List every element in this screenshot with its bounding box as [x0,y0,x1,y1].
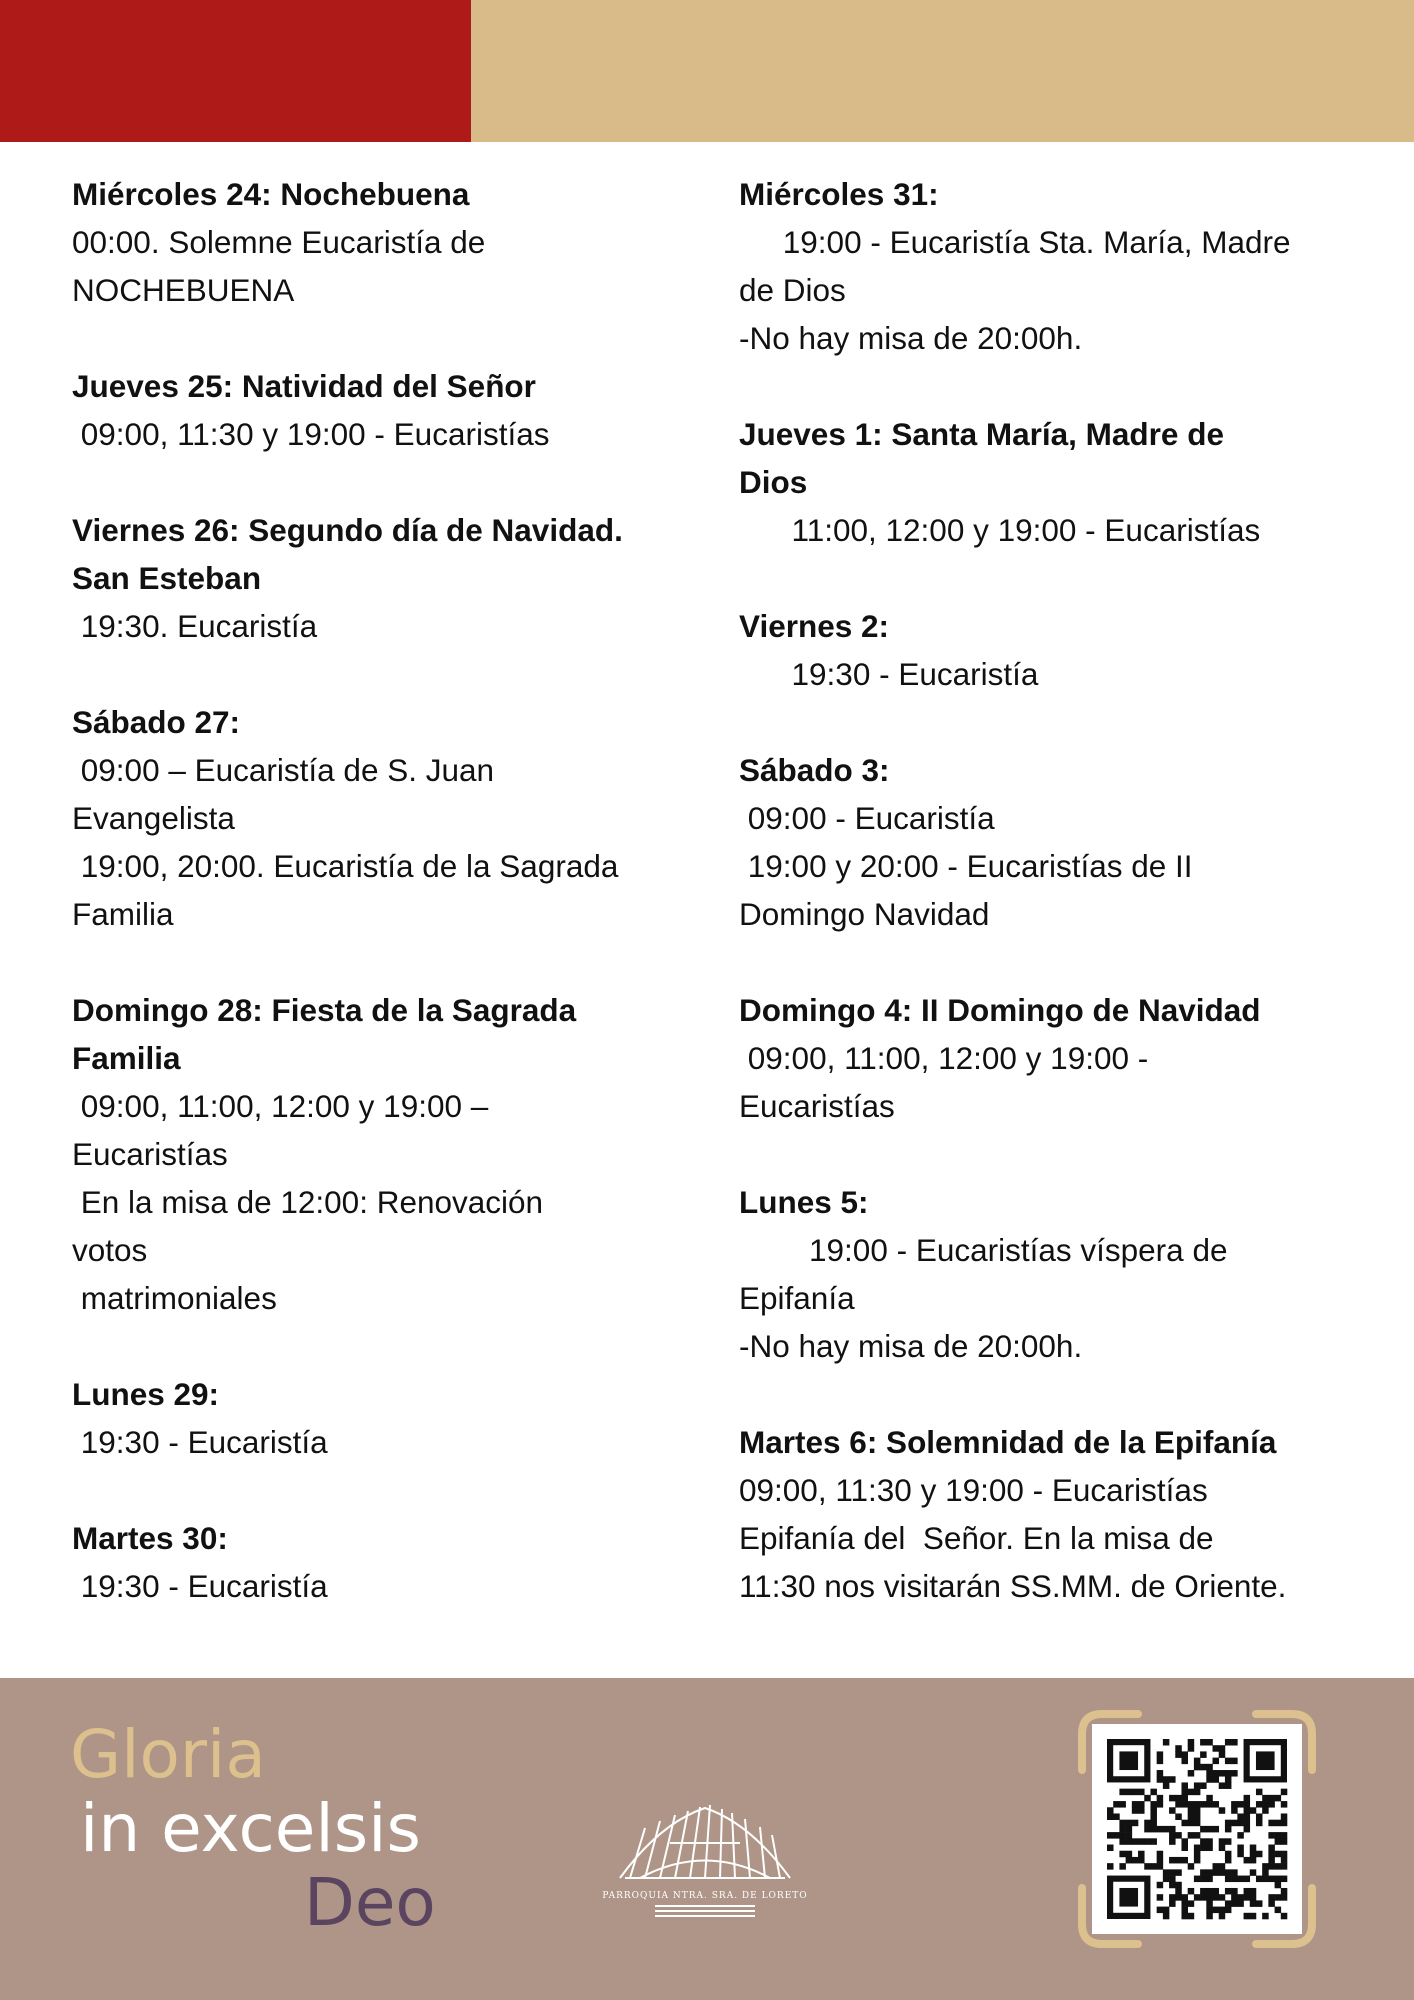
entry-title: Miércoles 24: Nochebuena [72,176,470,212]
entry-line: 19:30 - Eucaristía [72,1568,328,1604]
entry-line: matrimoniales [72,1280,277,1316]
footer-band [0,1678,1414,2000]
entry-title: Viernes 26: Segundo día de Navidad. [72,512,623,548]
header-band-red [0,0,471,142]
schedule-entry [72,506,712,650]
schedule-left-column [72,170,712,1658]
qr-code-frame [1078,1710,1316,1948]
entry-line: 19:30 - Eucaristía [739,656,1039,692]
entry-line: votos [72,1232,148,1268]
entry-line: Familia [72,896,174,932]
entry-title-continued: San Esteban [72,560,262,596]
qr-code[interactable] [1092,1724,1302,1934]
entry-line: 09:00, 11:30 y 19:00 - Eucaristías [72,416,550,452]
slogan-word-in-excelsis: in excelsis [80,1790,421,1867]
schedule-entry [739,170,1359,362]
entry-line: 19:00 - Eucaristía Sta. María, Madre [739,224,1291,260]
entry-title: Sábado 27: [72,704,241,740]
qr-code-icon [1092,1724,1302,1934]
entry-title: Sábado 3: [739,752,890,788]
schedule-entry [739,410,1359,554]
entry-title: Jueves 25: Natividad del Señor [72,368,536,404]
entry-title: Miércoles 31: [739,176,939,212]
schedule-entry [739,986,1359,1130]
entry-line: 09:00 – Eucaristía de S. Juan [72,752,495,788]
schedule-entry [739,1418,1359,1610]
entry-line: 09:00 - Eucaristía [739,800,995,836]
entry-line: 11:00, 12:00 y 19:00 - Eucaristías [739,512,1261,548]
parish-logo-icon [600,1783,810,1933]
entry-line: 09:00, 11:00, 12:00 y 19:00 – [72,1088,489,1124]
schedule-right-column [739,170,1359,1658]
entry-line: Epifanía del Señor. En la misa de [739,1520,1214,1556]
schedule-entry [739,746,1359,938]
entry-title-continued: Dios [739,464,808,500]
entry-title: Lunes 5: [739,1184,869,1220]
header-band-gold [471,0,1414,142]
entry-title-continued: Familia [72,1040,181,1076]
entry-line: NOCHEBUENA [72,272,295,308]
schedule-entry [72,362,712,458]
entry-title: Martes 6: Solemnidad de la Epifanía [739,1424,1277,1460]
entry-line: de Dios [739,272,846,308]
slogan-word-gloria: Gloria [70,1716,266,1793]
entry-line: 19:30 - Eucaristía [72,1424,328,1460]
schedule-entry [72,1370,712,1466]
schedule-entry [72,698,712,938]
entry-line: -No hay misa de 20:00h. [739,320,1083,356]
entry-line: 00:00. Solemne Eucaristía de [72,224,486,260]
entry-line: 19:00 y 20:00 - Eucaristías de II [739,848,1193,884]
entry-line: En la misa de 12:00: Renovación [72,1184,544,1220]
schedule-entry [739,602,1359,698]
entry-line: Epifanía [739,1280,855,1316]
parish-logo [600,1783,810,1933]
entry-line: 11:30 nos visitarán SS.MM. de Oriente. [739,1568,1287,1604]
entry-line: 19:00 - Eucaristías víspera de [739,1232,1228,1268]
entry-title: Domingo 4: II Domingo de Navidad [739,992,1261,1028]
schedule-entry [72,1514,712,1610]
entry-title: Martes 30: [72,1520,228,1556]
entry-line: Domingo Navidad [739,896,990,932]
slogan-gloria-in-excelsis-deo [70,1718,436,1940]
entry-title: Jueves 1: Santa María, Madre de [739,416,1224,452]
entry-line: -No hay misa de 20:00h. [739,1328,1083,1364]
entry-line: Eucaristías [72,1136,228,1172]
entry-line: 09:00, 11:30 y 19:00 - Eucaristías [739,1472,1208,1508]
entry-line: 09:00, 11:00, 12:00 y 19:00 - [739,1040,1149,1076]
entry-line: Evangelista [72,800,235,836]
entry-line: 19:00, 20:00. Eucaristía de la Sagrada [72,848,619,884]
schedule-entry [72,986,712,1322]
schedule-entry [72,170,712,314]
entry-title: Domingo 28: Fiesta de la Sagrada [72,992,577,1028]
entry-line: Eucaristías [739,1088,895,1124]
slogan-word-deo: Deo [304,1864,436,1941]
logo-caption: PARROQUIA NTRA. SRA. DE LORETO [602,1891,808,1901]
entry-title: Viernes 2: [739,608,890,644]
schedule-entry [739,1178,1359,1370]
entry-title: Lunes 29: [72,1376,220,1412]
entry-line: 19:30. Eucaristía [72,608,318,644]
